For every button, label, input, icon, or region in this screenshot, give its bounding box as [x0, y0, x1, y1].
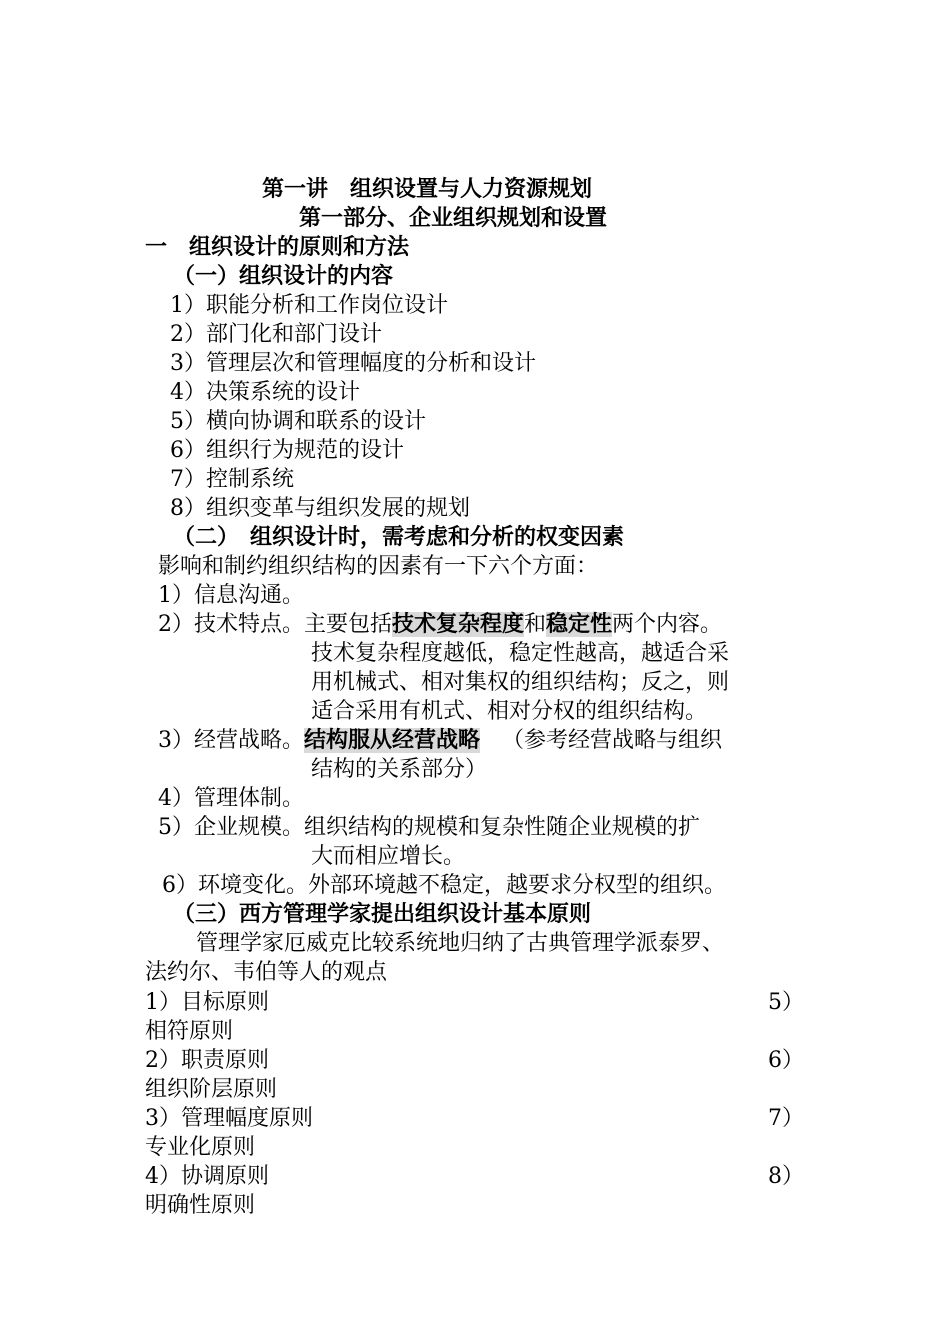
principle-left: 4）协调原则	[145, 1164, 269, 1189]
factor-2-cont: 技术复杂程度越低，稳定性越高，越适合采	[311, 641, 730, 666]
principles-paragraph-cont: 法约尔、韦伯等人的观点	[145, 960, 388, 985]
principle-right-num: 8）	[768, 1164, 804, 1189]
page-subtitle: 第一部分、企业组织规划和设置	[299, 206, 608, 231]
principle-right-num: 5）	[768, 990, 804, 1015]
principle-right-text: 专业化原则	[145, 1135, 256, 1160]
principle-right-text: 组织阶层原则	[145, 1077, 278, 1102]
factor-5: 5）企业规模。组织结构的规模和复杂性随企业规模的扩	[158, 815, 700, 840]
highlight-tech-complexity: 技术复杂程度	[392, 612, 525, 637]
factor-3-cont: 结构的关系部分）	[311, 757, 488, 782]
list-item: 5）横向协调和联系的设计	[170, 409, 426, 434]
principle-right-text: 明确性原则	[145, 1193, 256, 1218]
factor-2-end: 两个内容。	[612, 612, 723, 637]
highlight-stability: 稳定性	[546, 612, 613, 637]
list-item: 1）职能分析和工作岗位设计	[170, 293, 448, 318]
principle-left: 3）管理幅度原则	[145, 1106, 313, 1131]
principle-right-text: 相符原则	[145, 1019, 234, 1044]
factor-2-and: 和	[524, 612, 547, 637]
factor-2	[158, 610, 722, 639]
factor-2-cont: 用机械式、相对集权的组织结构；反之，则	[311, 670, 730, 695]
principle-left: 2）职责原则	[145, 1048, 269, 1073]
factor-6: 6）环境变化。外部环境越不稳定，越要求分权型的组织。	[162, 873, 726, 898]
list-item: 7）控制系统	[170, 467, 294, 492]
list-item: 4）决策系统的设计	[170, 380, 360, 405]
factors-intro: 影响和制约组织结构的因素有一下六个方面：	[158, 554, 599, 579]
principle-right-num: 6）	[768, 1048, 804, 1073]
list-item: 3）管理层次和管理幅度的分析和设计	[170, 351, 536, 376]
factor-1: 1）信息沟通。	[158, 583, 304, 608]
list-item: 6）组织行为规范的设计	[170, 438, 404, 463]
subsection-heading-2: （二） 组织设计时，需考虑和分析的权变因素	[173, 525, 625, 550]
list-item: 8）组织变革与组织发展的规划	[170, 496, 470, 521]
principle-left: 1）目标原则	[145, 990, 269, 1015]
factor-3-note: （参考经营战略与组织	[502, 728, 723, 753]
factor-5-cont: 大而相应增长。	[311, 844, 466, 869]
principle-right-num: 7）	[768, 1106, 804, 1131]
list-item: 2）部门化和部门设计	[170, 322, 382, 347]
principles-paragraph: 管理学家厄威克比较系统地归纳了古典管理学派泰罗、	[196, 931, 725, 956]
factor-2-text: 2）技术特点。主要包括	[158, 612, 392, 637]
subsection-heading-1: （一）组织设计的内容	[173, 264, 394, 289]
section-heading: 一 组织设计的原则和方法	[145, 235, 410, 260]
factor-3	[158, 726, 722, 755]
factor-3-text: 3）经营战略。	[158, 728, 304, 753]
page-title: 第一讲 组织设置与人力资源规划	[262, 177, 593, 202]
factor-2-cont: 适合采用有机式、相对分权的组织结构。	[311, 699, 708, 724]
subsection-heading-3: （三）西方管理学家提出组织设计基本原则	[173, 902, 592, 927]
factor-4: 4）管理体制。	[158, 786, 304, 811]
highlight-structure-follows-strategy: 结构服从经营战略	[304, 728, 481, 753]
